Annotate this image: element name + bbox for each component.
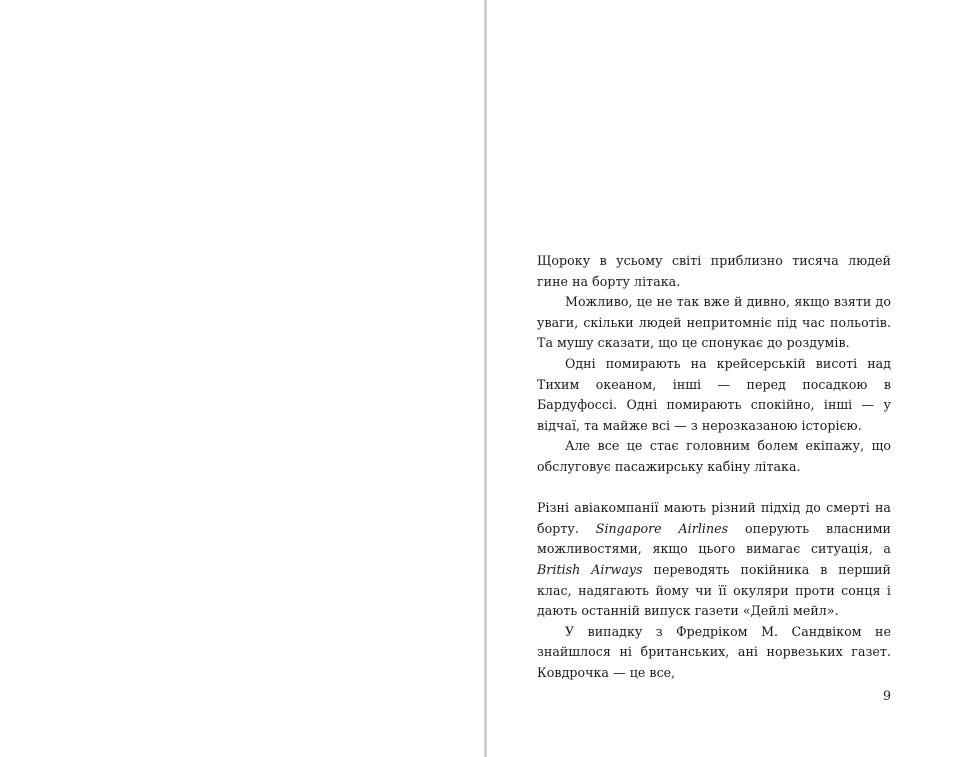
airline-name-italic: Singapore Airlines: [595, 520, 729, 536]
paragraph: [537, 622, 891, 684]
paragraph: [537, 436, 891, 477]
paragraph-text: Різні авіакомпанії мають різний підхід до смерті на борту.: [537, 500, 891, 536]
paragraph-text: Одні помирають на крейсерській висоті над Тихим океаном, інші — перед посадкою в Бардуфоссі. Одні помирають спокійно, інші — у відчаї, та майже всі — з нерозказаною історією.: [537, 355, 891, 433]
paragraph-text: Але все це стає головним болем екіпажу, що обслуговує пасажирську кабіну літака.: [537, 438, 891, 474]
paragraph: [537, 292, 891, 354]
airline-name-italic: British Airways: [537, 561, 643, 577]
paragraph-text: оперують власними можливостями, якщо цього вимагає ситуація, а: [537, 520, 891, 557]
paragraph: [537, 251, 891, 292]
paragraph-text: Можливо, це не так вже й дивно, якщо взяти до уваги, скільки людей непритомніє під час польотів. Та мушу сказати, що це спонукає до роздумів.: [537, 294, 891, 351]
paragraph: [537, 354, 891, 436]
paragraph-text: переводять покійника в перший клас, надягають йому чи її окуляри проти сонця і дають останній випуск газети «Дейлі мейл».: [537, 561, 892, 619]
right-page: [487, 0, 970, 757]
paragraph: [537, 498, 891, 622]
paragraph-text: Щороку в усьому світі приблизно тисяча людей гине на борту літака.: [537, 253, 891, 289]
body-text: [537, 251, 891, 683]
left-page-blank: [0, 0, 484, 757]
page-number: 9: [883, 688, 892, 703]
paragraph-text: У випадку з Фредріком М. Сандвіком не знайшлося ні британських, ані норвезьких газет. Ковдрочка — це все,: [537, 623, 891, 680]
